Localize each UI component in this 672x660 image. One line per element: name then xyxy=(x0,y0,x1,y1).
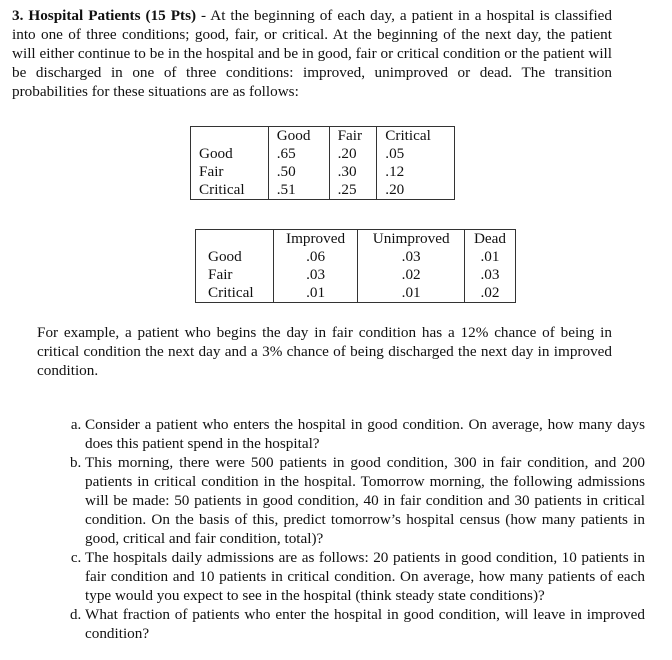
question-c: c. The hospitals daily admissions are as follows: 20 patients in good condition, 10 patients in fair condition and 10 patients in critical condition. On average, how many patients of each type would you expect to see in the hospital (think steady state conditions)? xyxy=(85,548,645,605)
cell: .02 xyxy=(464,284,515,303)
table-row xyxy=(191,181,455,200)
cell: .01 xyxy=(273,284,358,303)
cell: .12 xyxy=(377,163,455,181)
table-header-row xyxy=(196,230,516,249)
question-b: b. This morning, there were 500 patients in good condition, 300 in fair condition, and 200 patients in critical condition in the hospital. Tomorrow morning, the following admissions will be made: 50 patients in good condition, 40 in fair condition and 30 patients in critical condition. On the basis of this, predict tomorrow’s hospital census (how many patients in good, critical and fair condition, total)? xyxy=(85,453,645,548)
cell: .20 xyxy=(377,181,455,200)
discharge-table xyxy=(195,229,516,303)
cell: .20 xyxy=(329,145,377,163)
row-label: Fair xyxy=(208,266,233,283)
problem-text: - At the beginning of each day, a patient in a hospital is classified into one of three conditions; good, fair, or critical. At the beginning of the next day, the patient will either continue to be in the hospital and be in good, fair or critical condition or the patient will be discharged in one of three conditions: improved, unimproved or dead. The transition probabilities for these situations are as follows: xyxy=(12,7,612,100)
cell: .03 xyxy=(358,248,465,266)
cell: .02 xyxy=(358,266,465,284)
row-label: Critical xyxy=(208,284,254,301)
cell: .51 xyxy=(268,181,329,200)
table-row xyxy=(191,163,455,181)
table-row xyxy=(196,248,516,266)
row-label: Critical xyxy=(199,181,245,198)
cell: .03 xyxy=(273,266,358,284)
cell: .30 xyxy=(329,163,377,181)
transition-table xyxy=(190,126,455,200)
row-label: Fair xyxy=(199,163,224,180)
header-cell: Improved xyxy=(273,230,358,249)
header-cell: Fair xyxy=(329,127,377,146)
cell: .01 xyxy=(358,284,465,303)
header-cell: Dead xyxy=(464,230,515,249)
header-cell: Unimproved xyxy=(358,230,465,249)
problem-title: 3. Hospital Patients (15 Pts) xyxy=(12,7,197,24)
header-cell: Critical xyxy=(377,127,455,146)
header-cell xyxy=(196,230,274,249)
table-row xyxy=(196,266,516,284)
question-a: a. Consider a patient who enters the hospital in good condition. On average, how many days does this patient spend in the hospital? xyxy=(85,415,645,453)
question-d: d. What fraction of patients who enter the hospital in good condition, will leave in improved condition? xyxy=(85,605,645,643)
row-label: Good xyxy=(199,145,233,162)
cell: .65 xyxy=(268,145,329,163)
header-cell: Good xyxy=(268,127,329,146)
cell: .25 xyxy=(329,181,377,200)
example-paragraph: For example, a patient who begins the day in fair condition has a 12% chance of being in critical condition the next day and a 3% chance of being discharged the next day in improved condition. xyxy=(37,324,612,379)
table-header-row xyxy=(191,127,455,146)
row-label: Good xyxy=(208,248,242,265)
cell: .50 xyxy=(268,163,329,181)
cell: .01 xyxy=(464,248,515,266)
table-row xyxy=(196,284,516,303)
question-list xyxy=(52,415,645,643)
cell: .03 xyxy=(464,266,515,284)
cell: .06 xyxy=(273,248,358,266)
header-cell xyxy=(191,127,269,146)
problem-intro xyxy=(12,6,612,101)
cell: .05 xyxy=(377,145,455,163)
table-row xyxy=(191,145,455,163)
